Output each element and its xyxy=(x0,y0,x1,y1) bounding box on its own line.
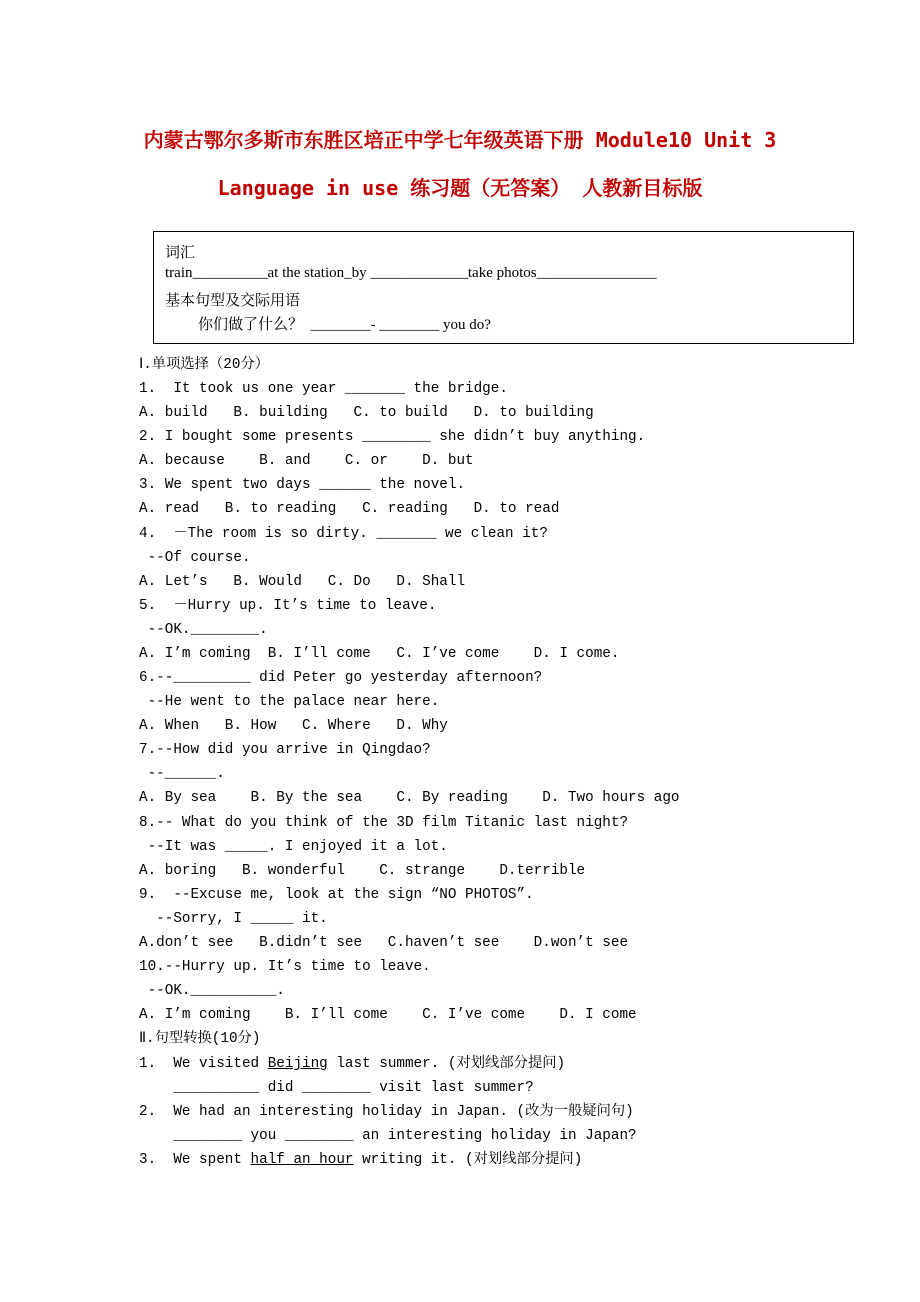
transform-answer-1: __________ did ________ visit last summer? xyxy=(139,1080,534,1096)
exercise-line: A. read B. to reading C. reading D. to read xyxy=(139,501,560,517)
exercise-line: 6.--_________ did Peter go yesterday afternoon? xyxy=(139,670,543,686)
exercise-line: A. I’m coming B. I’ll come C. I’ve come D. I come xyxy=(139,1007,637,1023)
document-title-line-2: Language in use 练习题（无答案） 人教新目标版 xyxy=(217,176,703,200)
q1-before: 1. We visited xyxy=(139,1056,268,1072)
vocab-box xyxy=(153,231,854,344)
exercise-line: A.don’t see B.didn’t see C.haven’t see D.won’t see xyxy=(139,935,629,951)
q1-underlined: Beijing xyxy=(267,1056,328,1072)
section1-heading: Ⅰ.单项选择（20分） xyxy=(139,357,270,373)
exercise-line: A. Let’s B. Would C. Do D. Shall xyxy=(139,574,466,590)
exercise-line: --It was _____. I enjoyed it a lot. xyxy=(139,839,448,855)
exercise-line: A. By sea B. By the sea C. By reading D. Two hours ago xyxy=(139,790,680,806)
exercise-line: 7.--How did you arrive in Qingdao? xyxy=(139,742,431,758)
exercise-line: --OK.________. xyxy=(139,622,268,638)
exercise-line: A. build B. building C. to build D. to building xyxy=(139,405,594,421)
exercise-line: --OK.__________. xyxy=(139,983,285,999)
exercise-line: 10.--Hurry up. It’s time to leave. xyxy=(139,959,431,975)
sentence-line: 你们做了什么？ ________- ________ you do? xyxy=(198,317,491,333)
exercise-line: --______. xyxy=(139,766,225,782)
q3-before: 3. We spent xyxy=(139,1152,251,1168)
exercise-line: --Of course. xyxy=(139,550,251,566)
exercise-line: 2. I bought some presents ________ she didn’t buy anything. xyxy=(139,429,646,445)
exercise-line: A. When B. How C. Where D. Why xyxy=(139,718,448,734)
document-title-line-1: 内蒙古鄂尔多斯市东胜区培正中学七年级英语下册 Module10 Unit 3 xyxy=(143,128,777,152)
transform-question-2: 2. We had an interesting holiday in Japan. (改为一般疑问句) xyxy=(139,1104,634,1120)
transform-answer-2: ________ you ________ an interesting holiday in Japan? xyxy=(139,1128,637,1144)
exercise-line: 5. －Hurry up. It’s time to leave. xyxy=(139,598,437,614)
exercise-line: A. I’m coming B. I’ll come C. I’ve come D. I come. xyxy=(139,646,620,662)
vocab-line: train__________at the station_by _____________take photos________________ xyxy=(165,265,657,281)
q3-underlined: half an hour xyxy=(250,1152,354,1168)
exercise-line: A. boring B. wonderful C. strange D.terrible xyxy=(139,863,586,879)
exercise-line: --Sorry, I _____ it. xyxy=(139,911,328,927)
exercise-line: --He went to the palace near here. xyxy=(139,694,440,710)
exercise-line: 8.-- What do you think of the 3D film Titanic last night? xyxy=(139,815,629,831)
exercise-line: 1. It took us one year _______ the bridge. xyxy=(139,381,508,397)
q1-after: last summer. (对划线部分提问) xyxy=(327,1056,566,1072)
q3-after: writing it. (对划线部分提问) xyxy=(353,1152,583,1168)
section2-heading: Ⅱ.句型转换(10分) xyxy=(139,1031,261,1047)
vocab-heading: 词汇 xyxy=(165,245,196,261)
transform-question-3 xyxy=(139,1151,582,1169)
exercise-line: 4. －The room is so dirty. _______ we clean it? xyxy=(139,526,548,542)
exercise-line: A. because B. and C. or D. but xyxy=(139,453,474,469)
exercise-line: 9. --Excuse me, look at the sign “NO PHOTOS”. xyxy=(139,887,534,903)
transform-question-1 xyxy=(139,1055,565,1073)
sentences-heading: 基本句型及交际用语 xyxy=(165,293,301,309)
exercise-line: 3. We spent two days ______ the novel. xyxy=(139,477,466,493)
